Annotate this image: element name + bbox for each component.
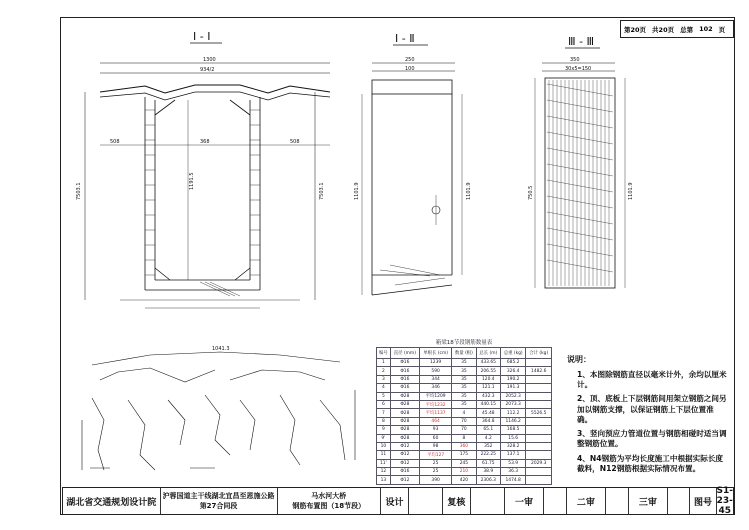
table-row	[377, 384, 552, 392]
table-cell: 420	[452, 476, 476, 484]
dim-s1-right: 7503.1	[319, 182, 325, 200]
table-cell: 245	[452, 459, 476, 467]
table-cell	[526, 400, 552, 408]
rebar-quantity-table	[376, 338, 552, 485]
table-cell: Φ28	[390, 392, 419, 400]
review-signature	[471, 488, 505, 514]
table-cell: 35	[452, 400, 476, 408]
check1-label: 一审	[505, 488, 545, 514]
dim-s2-top: 250	[405, 57, 415, 63]
table-cell: 168.5	[500, 426, 526, 434]
section-1-drawing	[85, 63, 330, 308]
table-cell: 25	[420, 459, 452, 467]
title-block	[62, 487, 734, 515]
table-cell: 344	[420, 375, 452, 383]
table-cell: 平均1232	[420, 400, 452, 408]
design-signature	[409, 488, 443, 514]
table-cell: 390	[420, 476, 452, 484]
table-header-cell: 直径 (mm)	[390, 348, 419, 359]
dim-s2-top2: 100	[405, 66, 415, 72]
table-cell: 11'	[377, 459, 391, 467]
table-cell: Φ12	[390, 459, 419, 467]
dim-s3-top: 350	[570, 57, 580, 63]
table-cell: 360	[452, 442, 476, 450]
table-header-cell: 总重 (kg)	[500, 348, 526, 359]
table-cell: Φ12	[390, 442, 419, 450]
table-cell: 70	[452, 417, 476, 425]
table-cell: 346	[420, 384, 452, 392]
dim-s1-top: 1300	[203, 57, 216, 63]
table-cell	[526, 434, 552, 442]
table-cell: 206.55	[476, 367, 500, 375]
table-cell	[526, 476, 552, 484]
table-row	[377, 426, 552, 434]
table-cell: 70	[452, 426, 476, 434]
table-cell: 120.4	[476, 375, 500, 383]
table-cell: 3	[377, 375, 391, 383]
table-row	[377, 375, 552, 383]
table-cell: 15.6	[500, 434, 526, 442]
table-cell: 432.3	[476, 392, 500, 400]
dim-s3-right: 1101.9	[628, 182, 634, 200]
check2-label: 二审	[567, 488, 607, 514]
table-cell: 4	[452, 409, 476, 417]
table-cell: 4.2	[476, 434, 500, 442]
sheet-number: 102	[699, 25, 713, 33]
table-row	[377, 451, 552, 459]
table-body	[377, 359, 552, 485]
section-1-title: I - I	[193, 30, 211, 43]
dim-s1-mid: 1191.5	[189, 172, 195, 190]
table-row	[377, 459, 552, 467]
table-row	[377, 392, 552, 400]
table-cell: Φ16	[390, 375, 419, 383]
table-row	[377, 400, 552, 408]
table-cell: 36.3	[500, 468, 526, 476]
rebar-details-drawing	[82, 352, 355, 470]
table-header-cell: 编号	[377, 348, 391, 359]
table-cell: 590	[420, 367, 452, 375]
table-cell: Φ28	[390, 400, 419, 408]
table-cell: 9'	[377, 434, 391, 442]
table-cell: 222.25	[476, 451, 500, 459]
dim-detail-top: 1041.3	[212, 346, 230, 352]
table-cell: 1474.8	[500, 476, 526, 484]
table-cell: 1239	[420, 359, 452, 367]
dim-s2-left: 1101.9	[354, 182, 360, 200]
table-cell: 191.3	[500, 384, 526, 392]
page-current: 第20页	[624, 25, 647, 34]
table-cell: 25	[420, 468, 452, 476]
table-cell: 12	[377, 468, 391, 476]
section-3-drawing	[535, 63, 625, 288]
table-cell: 352	[476, 442, 500, 450]
table-cell: 61.75	[476, 459, 500, 467]
table-cell: 60	[420, 434, 452, 442]
table-header-row	[377, 348, 552, 359]
note-item: 1、本图除钢筋直径以毫米计外，余均以厘米计。	[577, 369, 727, 390]
table-cell: Φ28	[390, 417, 419, 425]
dim-s2-right: 1101.9	[466, 182, 472, 200]
table-cell: 45.48	[476, 409, 500, 417]
table-row	[377, 367, 552, 375]
notes-section	[567, 355, 727, 478]
table-cell: 112.2	[500, 409, 526, 417]
section-2-title: I - Ⅱ	[395, 32, 415, 45]
table-cell: 2073.3	[500, 400, 526, 408]
project-line-1: 沪蓉国道主干线湖北宜昌至恩施公路	[162, 492, 275, 500]
dim-s1-sub: 508	[110, 139, 120, 145]
table-cell: 35	[452, 359, 476, 367]
table-cell	[526, 375, 552, 383]
sheet-unit: 页	[718, 25, 726, 34]
dim-s1-sub2: 508	[290, 139, 300, 145]
table-row	[377, 442, 552, 450]
drawing-name-cell	[278, 488, 381, 514]
table-cell: Φ12	[390, 476, 419, 484]
table-cell: 2029.3	[526, 459, 552, 467]
table-cell: 平均127	[420, 451, 452, 459]
table-cell: 9	[377, 426, 391, 434]
dim-s3-top2: 30x5=150	[565, 66, 592, 72]
section-2-drawing	[362, 63, 462, 295]
table-cell: 93	[420, 426, 452, 434]
table-row	[377, 468, 552, 476]
table-cell: 35	[452, 375, 476, 383]
drawing-number: S1-23-45	[716, 486, 733, 516]
dim-s1-top2: 934/2	[200, 67, 215, 73]
table-cell: Φ28	[390, 409, 419, 417]
table-cell: 1	[377, 359, 391, 367]
table-cell: 8	[377, 417, 391, 425]
design-label: 设计	[381, 488, 409, 514]
company-name: 湖北省交通规划设计院	[63, 488, 161, 514]
table-cell: 2306.3	[476, 476, 500, 484]
check3-signature	[668, 488, 690, 514]
table-cell: 8	[452, 434, 476, 442]
table-cell	[526, 442, 552, 450]
notes-heading: 说明：	[567, 355, 591, 364]
table-header-cell: 合计 (kg)	[526, 348, 552, 359]
table-cell: 平均1137	[420, 409, 452, 417]
table-cell: Φ16	[390, 367, 419, 375]
table-cell	[526, 359, 552, 367]
table-cell: Φ16	[390, 384, 419, 392]
table-title: 箱梁18节段钢筋数量表	[435, 340, 493, 346]
project-name-cell	[161, 488, 278, 514]
section-3-title: Ⅲ - Ⅲ	[568, 35, 595, 48]
table-cell: 5	[377, 392, 391, 400]
table-cell: 98	[420, 442, 452, 450]
drawing-line-2: 钢筋布置图（18节段）	[292, 502, 366, 510]
page-total: 共20页	[652, 25, 675, 34]
table-row	[377, 417, 552, 425]
table-row	[377, 409, 552, 417]
table-cell: 440.15	[476, 400, 500, 408]
table-cell: 65.1	[476, 426, 500, 434]
table-cell: 2	[377, 367, 391, 375]
table-row	[377, 359, 552, 367]
table-cell: 2052.3	[500, 392, 526, 400]
check3-label: 三审	[629, 488, 669, 514]
table-cell: 11	[377, 451, 391, 459]
table-cell: 364.8	[476, 417, 500, 425]
dim-s1-mid2: 368	[200, 139, 210, 145]
table-cell: Φ28	[390, 426, 419, 434]
table-cell: 平均1209	[420, 392, 452, 400]
check1-signature	[544, 488, 566, 514]
table-cell	[526, 417, 552, 425]
table-cell: 210	[452, 468, 476, 476]
project-line-2: 第27合同段	[199, 502, 238, 510]
table-cell: 7	[377, 409, 391, 417]
drawing-line-1: 马水河大桥	[311, 492, 347, 500]
table-cell: Φ16	[390, 359, 419, 367]
sheet-label: 总第	[680, 25, 694, 34]
table-cell: 121.1	[476, 384, 500, 392]
table-row	[377, 476, 552, 484]
table-header-cell: 总长 (m)	[476, 348, 500, 359]
note-item: 3、竖向预应力管道位置与钢筋相碰时适当调整钢筋位置。	[577, 429, 727, 449]
table-cell: Φ12	[390, 451, 419, 459]
table-row	[377, 434, 552, 442]
table-cell: 175	[452, 451, 476, 459]
table-cell: 5526.5	[526, 409, 552, 417]
dim-s1-left: 7503.1	[76, 182, 82, 200]
check2-signature	[606, 488, 628, 514]
table-header-cell: 数量 (根)	[452, 348, 476, 359]
table-cell: 10	[377, 442, 391, 450]
table-cell: 326.4	[500, 367, 526, 375]
table-cell: 13	[377, 476, 391, 484]
table-cell: 35	[452, 367, 476, 375]
table-cell	[526, 426, 552, 434]
table-cell: Φ16	[390, 468, 419, 476]
table-cell: 4	[377, 384, 391, 392]
table-cell	[526, 384, 552, 392]
table-header-cell: 单根长 (cm)	[420, 348, 452, 359]
table-cell: 137.1	[500, 451, 526, 459]
table-cell: 433.65	[476, 359, 500, 367]
table-cell: 35	[452, 384, 476, 392]
table-cell: 53.9	[500, 459, 526, 467]
table-cell: Φ28	[390, 434, 419, 442]
table-cell	[526, 468, 552, 476]
table-cell: 6	[377, 400, 391, 408]
note-item: 4、N4钢筋为平均长度施工中根据实际长度截料，N12钢筋根据实际情况布置。	[577, 453, 724, 473]
table-cell: 35	[452, 392, 476, 400]
table-cell: 685.2	[500, 359, 526, 367]
table-cell: 1146.2	[500, 417, 526, 425]
table-cell	[526, 451, 552, 459]
table-cell: 38.9	[476, 468, 500, 476]
dim-s3-left: 750.5	[528, 185, 534, 200]
drawing-no-label: 图号	[690, 488, 716, 514]
table-cell: 464	[420, 417, 452, 425]
table-cell: 190.2	[500, 375, 526, 383]
table-cell: 1482.6	[526, 367, 552, 375]
table-cell	[526, 392, 552, 400]
note-item: 2、顶、底板上下层钢筋间用架立钢筋之间另加以钢筋支撑，以保证钢筋上下层位置准确。	[577, 394, 727, 424]
review-label: 复核	[443, 488, 471, 514]
table-cell: 328.2	[500, 442, 526, 450]
